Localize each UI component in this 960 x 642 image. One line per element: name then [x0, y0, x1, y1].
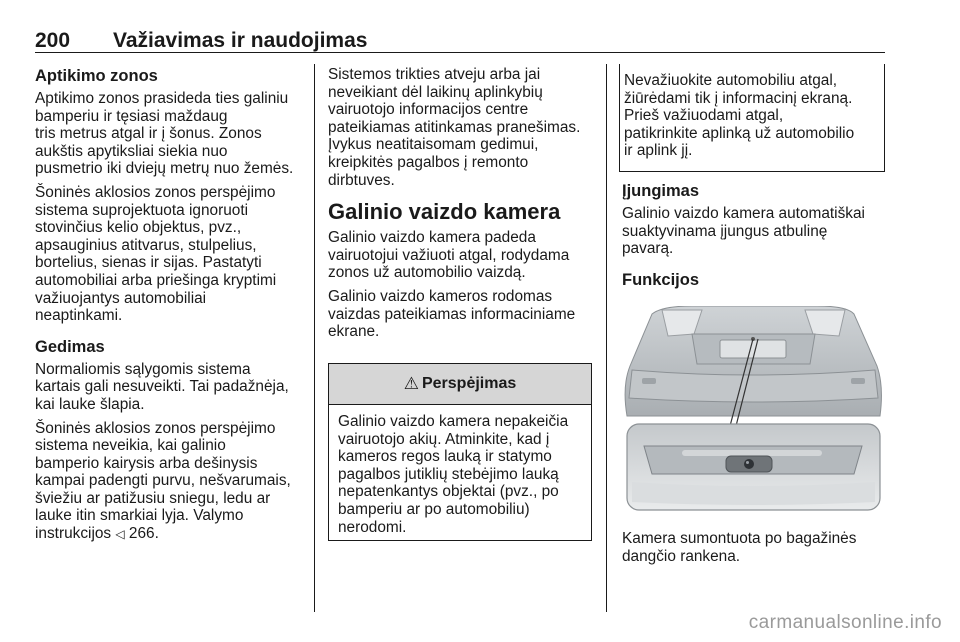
text-line: pateikiamas atitinkamas pranešimas. [328, 118, 581, 136]
paragraph-rear-camera-intro [328, 229, 593, 282]
paragraph-ignored-objects [35, 184, 307, 325]
paragraph-faults-dirt [35, 420, 307, 544]
text-line: lauke itin smarkiai lyja. Valymo [35, 507, 244, 525]
text-line: pavarą. [622, 240, 674, 258]
text-line: tris metrus atgal ir į šonus. Zonos [35, 125, 262, 143]
text-line: dirbtuves. [328, 171, 395, 189]
header-rule [35, 52, 885, 53]
text-line: Šoninės aklosios zonos perspėjimo [35, 419, 276, 437]
text-line: stovinčius kelio objektus, pvz., [35, 219, 242, 237]
paragraph-system-fault [328, 66, 593, 189]
text-line: žiūrėdami tik į informacinį ekraną. [624, 89, 853, 107]
text-line: kampai padengti purvu, nešvarumais, [35, 472, 291, 490]
text-line: Šoninės aklosios zonos perspėjimo [35, 183, 276, 201]
heading-rear-camera: Galinio vaizdo kamera [328, 199, 561, 225]
column-3 [622, 181, 886, 294]
text-line: aukštis apytiksliai siekia nuo [35, 142, 228, 160]
rear-camera-illustration [622, 306, 885, 516]
warning-title: Perspėjimas [421, 375, 517, 393]
text-line: Įvykus neatitaisomam gedimui, [328, 136, 539, 154]
column-separator-1 [314, 64, 315, 612]
warning-continuation-box [619, 64, 885, 172]
warning-continuation-body [620, 64, 884, 166]
heading-activation: Įjungimas [622, 182, 700, 200]
heading-faults: Gedimas [35, 337, 105, 356]
page-header [35, 29, 885, 51]
text-line: Prieš važiuodami atgal, [624, 107, 784, 125]
text-line: vairuotojo informacijos centre [328, 101, 529, 119]
column-2 [328, 66, 593, 347]
text-line: neveikiant dėl laikinų aplinkybių [328, 83, 543, 101]
text-line: kartais gali nesuveikti. Tai padažnėja, [35, 378, 289, 396]
column-1 [35, 66, 307, 550]
text-line: nepatenkantys objektai (pvz., po [338, 483, 559, 501]
text-fragment: instrukcijos [35, 525, 116, 543]
heading-functions: Funkcijos [622, 270, 700, 289]
text-line: Sistemos trikties atveju arba jai [328, 66, 541, 83]
illustration-caption [622, 530, 886, 565]
text-line: sistema neveikia, kai galinio [35, 437, 226, 455]
warning-triangle-icon: ⚠ [403, 374, 419, 394]
text-line: Galinio vaizdo kameros rodomas [328, 287, 553, 305]
warning-box-header [329, 364, 591, 405]
watermark: carmanualsonline.info [748, 612, 942, 633]
text-line: kreipkitės pagalbos į remonto [328, 153, 529, 171]
text-line: vairuotojui važiuoti atgal, rodydama [328, 246, 570, 264]
text-line: apsauginius atitvarus, stulpelius, [35, 236, 257, 254]
text-line: vaizdas pateikiamas informaciniame [328, 305, 576, 323]
text-line: bamperiu ar po automobiliu) [338, 500, 530, 518]
text-line [35, 525, 307, 544]
text-line: pagalbos jutiklių stebėjimo lauką [338, 465, 559, 483]
car-rear-drawing [622, 306, 885, 516]
text-line: ir aplink jį. [624, 142, 693, 160]
text-line: Galinio vaizdo kamera nepakeičia [338, 413, 569, 430]
text-line: važiuojantys automobiliai [35, 289, 207, 307]
text-line: automobiliai arba priešinga kryptimi [35, 271, 277, 289]
text-line: sistema suprojektuota ignoruoti [35, 201, 249, 219]
page-number: 200 [35, 29, 71, 52]
warning-box-body [329, 405, 591, 544]
text-line: nerodomi. [338, 518, 407, 536]
text-line: Aptikimo zonos prasideda ties galiniu [35, 90, 289, 107]
text-line: Galinio vaizdo kamera padeda [328, 229, 536, 247]
page-reference-arrow-icon: ◁ [115, 527, 125, 542]
text-line: patikrinkite aplinką už automobilio [624, 124, 855, 142]
paragraph-activation [622, 205, 886, 258]
warning-box [328, 363, 592, 541]
heading-detection-zones: Aptikimo zonos [35, 67, 158, 85]
column-separator-2 [606, 64, 607, 612]
text-line: šviežiu ar patižusiu sniegu, ledu ar [35, 489, 271, 507]
text-line: kai lauke šlapia. [35, 395, 145, 413]
text-line: vairuotojo akių. Atminkite, kad į [338, 430, 550, 448]
text-line: Normaliomis sąlygomis sistema [35, 360, 251, 378]
text-line: Nevažiuokite automobiliu atgal, [624, 72, 838, 89]
text-line: kameros regos lauką ir statymo [338, 448, 552, 466]
paragraph-rear-camera-display [328, 288, 593, 341]
text-line: bamperio kairysis arba dešinysis [35, 454, 258, 472]
text-line: zonos už automobilio vaizdą. [328, 264, 526, 282]
text-line: Galinio vaizdo kamera automatiškai [622, 205, 865, 222]
text-line: pusmetrio iki dviejų metrų nuo žemės. [35, 160, 294, 178]
text-line: dangčio rankena. [622, 547, 741, 565]
chapter-title: Važiavimas ir naudojimas [113, 29, 368, 52]
text-line: neaptinkami. [35, 307, 123, 325]
paragraph-faults-normal [35, 361, 307, 414]
page-reference-link[interactable]: 266. [128, 525, 159, 543]
text-line: bortelius, sienas ir sijas. Pastatyti [35, 254, 262, 272]
text-line: ekrane. [328, 323, 380, 341]
text-line: Kamera sumontuota po bagažinės [622, 530, 857, 547]
text-line: suaktyvinama įjungus atbulinę [622, 222, 828, 240]
text-line: bamperiu ir tęsiasi maždaug [35, 107, 228, 125]
paragraph-detection-zones [35, 90, 307, 178]
